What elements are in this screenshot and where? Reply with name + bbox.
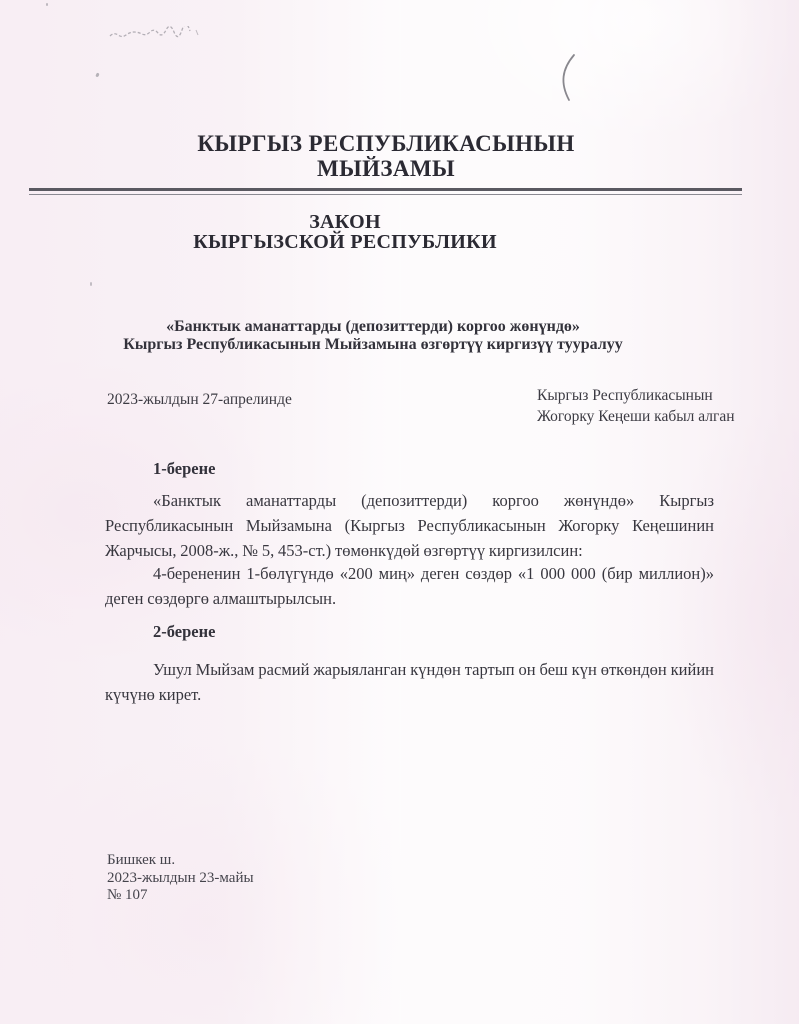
pen-stroke-artifact (552, 50, 582, 105)
adoption-authority-line1: Кыргыз Республикасынын (537, 387, 713, 404)
article-1-paragraph-1: «Банктык аманаттарды (депозиттерди) коргоо жөнүндө» Кыргыз Республикасынын Мыйзамына (Кыргыз Республикасынын Жогорку Кеңешинин Жарчысы, 2008-ж., № 5, 453-ст.) төмөнкүдөй өзгөртүү киргизилсин: (105, 491, 714, 560)
document-title (69, 318, 677, 353)
article-2-heading: 2-берене (153, 622, 216, 641)
adoption-authority-line2: Жогорку Кеңеши кабыл алган (537, 408, 735, 425)
article-2-paragraph-1: Ушул Мыйзам расмий жарыяланган күндөн тартып он беш күн өткөндөн кийин күчүнө кирет. (105, 660, 714, 704)
pencil-smudge-artifact (108, 26, 208, 42)
law-heading-line2: КЫРГЫЗСКОЙ РЕСПУБЛИКИ (193, 231, 497, 253)
document-title-line1: «Банктык аманаттарды (депозиттерди) коргоо жөнүндө» (166, 318, 580, 335)
letterhead-law-word: МЫЙЗАМЫ (316, 156, 456, 181)
adoption-date: 2023-жылдын 27-апрелинде (107, 391, 292, 408)
scan-speck (90, 282, 92, 286)
letterhead-kyrgyz (82, 131, 690, 181)
document-title-line2: Кыргыз Республикасынын Мыйзамына өзгөртүү киргизүү тууралуу (123, 335, 623, 353)
letterhead-country-line: КЫРГЫЗ РЕСПУБЛИКАСЫНЫН (197, 131, 575, 156)
signature-date: 2023-жылдын 23-майы (107, 869, 254, 886)
law-heading-russian (41, 212, 649, 252)
article-1-paragraph-2: 4-берененин 1-бөлүгүндө «200 миң» деген сөздөр «1 000 000 (бир миллион)» деген сөздөргө алмаштырылсын. (105, 564, 714, 608)
scan-speck (46, 3, 48, 6)
double-rule-divider (29, 188, 742, 195)
signature-block (107, 852, 254, 905)
signature-number: № 107 (107, 887, 148, 903)
signature-city: Бишкек ш. (107, 852, 176, 868)
article-1-heading: 1-берене (153, 459, 216, 478)
law-heading-line1: ЗАКОН (309, 211, 381, 233)
adoption-authority (537, 385, 735, 427)
scan-speck (95, 73, 99, 78)
